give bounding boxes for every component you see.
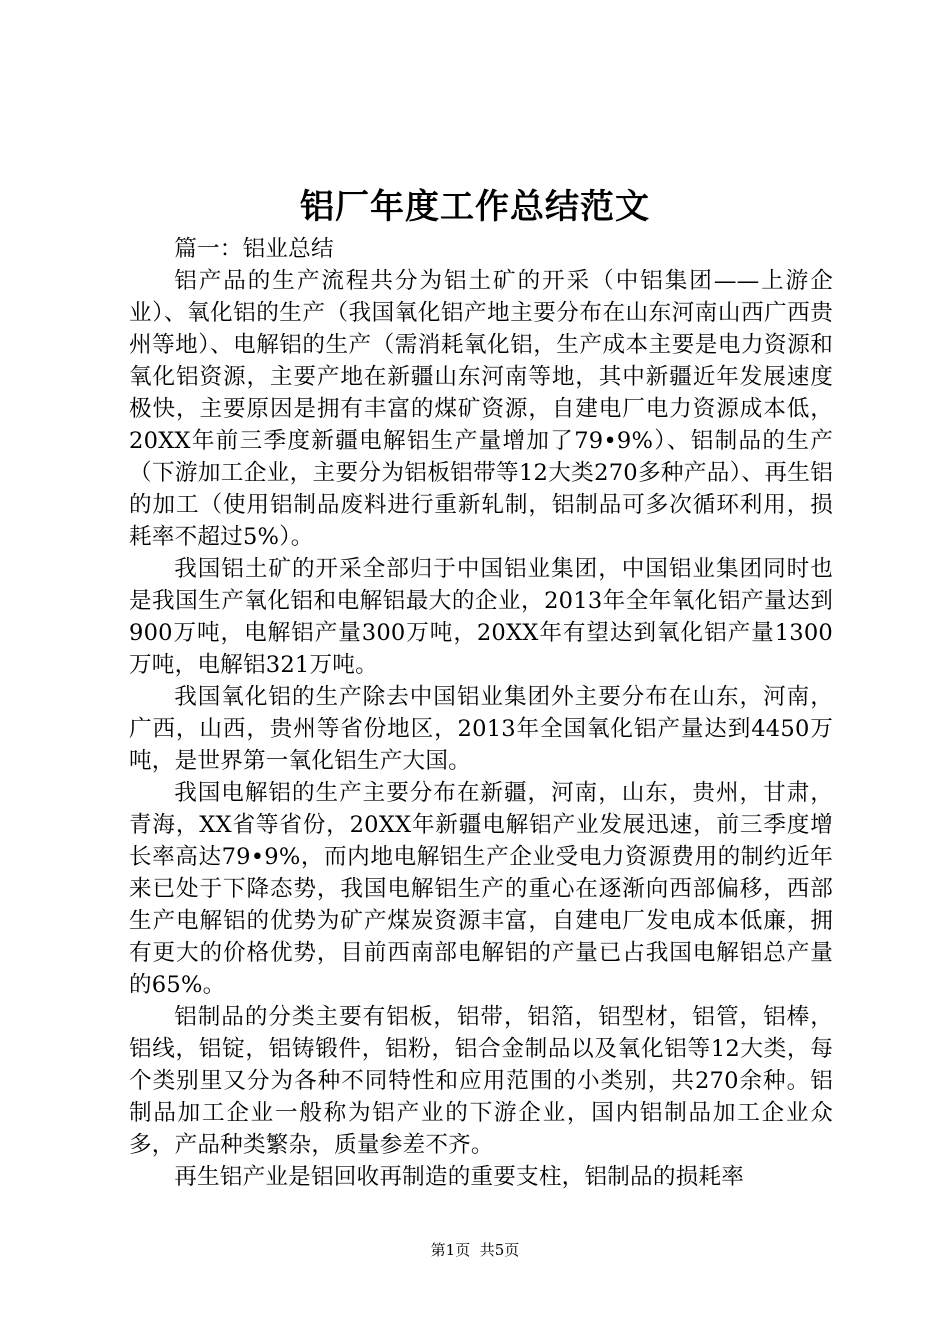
- page-footer: [0, 1240, 950, 1260]
- document-body: [129, 233, 833, 1193]
- page-number: 第1页: [430, 1241, 471, 1259]
- paragraph: 我国氧化铝的生产除去中国铝业集团外主要分布在山东，河南，广西，山西，贵州等省份地区，2013年全国氧化铝产量达到4450万吨，是世界第一氧化铝生产大国。: [129, 684, 833, 774]
- paragraph: 我国铝土矿的开采全部归于中国铝业集团，中国铝业集团同时也是我国生产氧化铝和电解铝最大的企业，2013年全年氧化铝产量达到900万吨，电解铝产量300万吨，20XX年有望达到氧化铝产量1300万吨，电解铝321万吨。: [129, 556, 833, 678]
- section-heading: 篇一：铝业总结: [174, 236, 334, 262]
- page-total: 共5页: [479, 1241, 520, 1259]
- document-title: 铝厂年度工作总结范文: [300, 187, 650, 227]
- paragraph: 铝产品的生产流程共分为铝土矿的开采（中铝集团——上游企业）、氧化铝的生产（我国氧化铝产地主要分布在山东河南山西广西贵州等地）、电解铝的生产（需消耗氧化铝，生产成本主要是电力资源和氧化铝资源，主要产地在新疆山东河南等地，其中新疆近年发展速度极快，主要原因是拥有丰富的煤矿资源，自建电厂电力资源成本低，20XX年前三季度新疆电解铝生产量增加了79•9%）、铝制品的生产（下游加工企业，主要分为铝板铝带等12大类270多种产品）、再生铝的加工（使用铝制品废料进行重新轧制，铝制品可多次循环利用，损耗率不超过5%）。: [129, 268, 833, 550]
- paragraph: 铝制品的分类主要有铝板，铝带，铝箔，铝型材，铝管，铝棒，铝线，铝锭，铝铸锻件，铝粉，铝合金制品以及氧化铝等12大类，每个类别里又分为各种不同特性和应用范围的小类别，共270余种。铝制品加工企业一般称为铝产业的下游企业，国内铝制品加工企业众多，产品种类繁杂，质量参差不齐。: [129, 1004, 833, 1158]
- paragraph: 我国电解铝的生产主要分布在新疆，河南，山东，贵州，甘肃，青海，XX省等省份，20XX年新疆电解铝产业发展迅速，前三季度增长率高达79•9%，而内地电解铝生产企业受电力资源费用的制约近年来已处于下降态势，我国电解铝生产的重心在逐渐向西部偏移，西部生产电解铝的优势为矿产煤炭资源丰富，自建电厂发电成本低廉，拥有更大的价格优势，目前西南部电解铝的产量已占我国电解铝总产量的65%。: [129, 780, 833, 998]
- paragraph: 再生铝产业是铝回收再制造的重要支柱，铝制品的损耗率: [174, 1164, 745, 1190]
